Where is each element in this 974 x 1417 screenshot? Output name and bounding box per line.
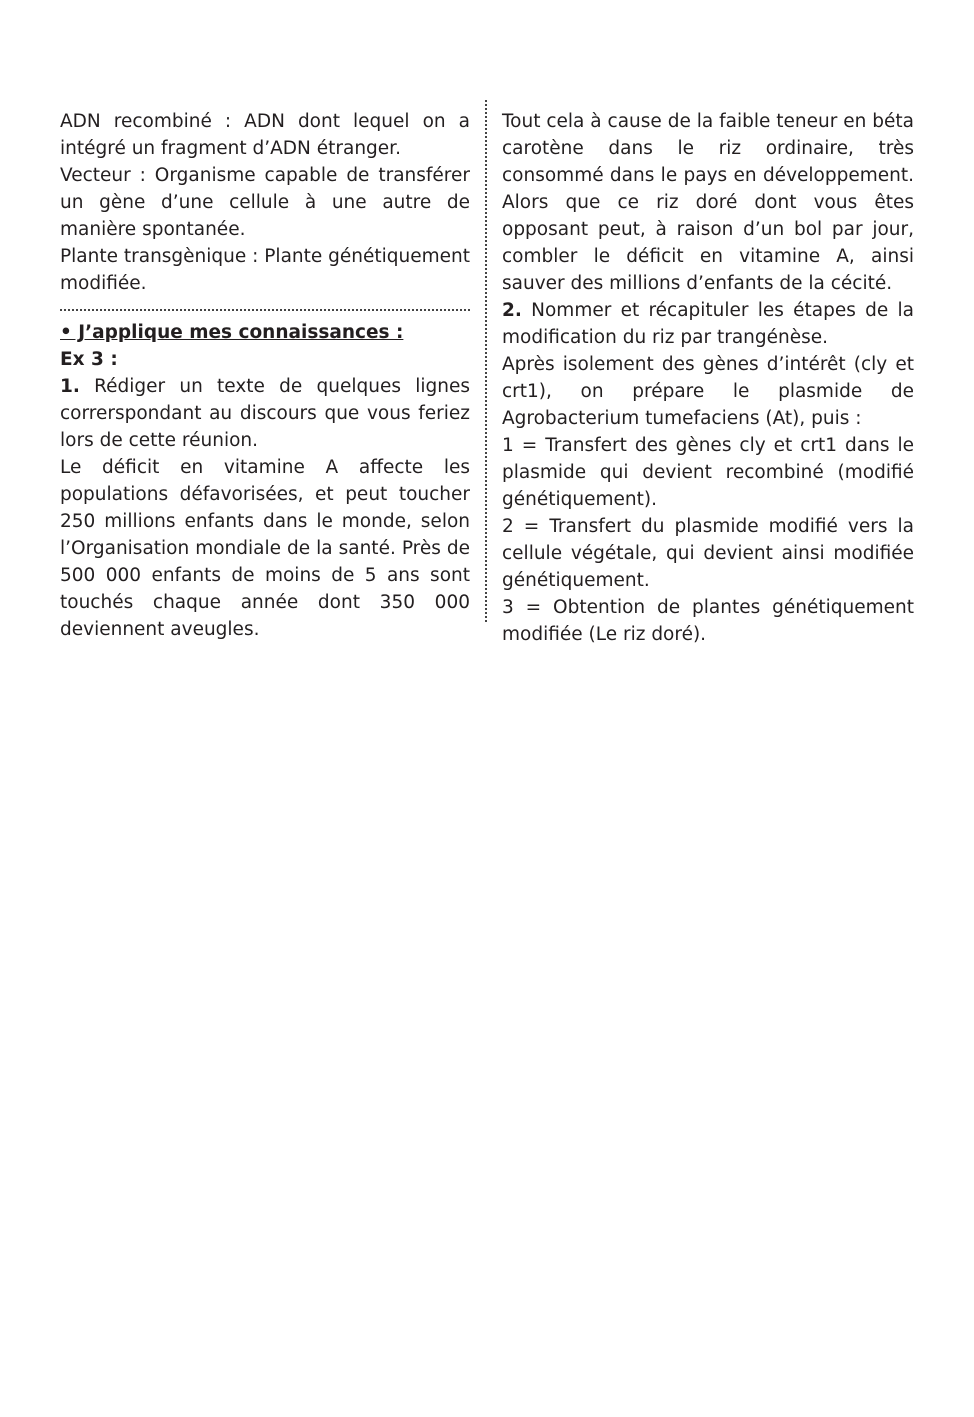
question-1-number: 1. <box>60 376 80 397</box>
section-title: • J’applique mes connaissances : <box>60 322 404 343</box>
definition-vecteur: Vecteur : Organisme capable de transférer un gène d’une cellule à une autre de manière spontanée. <box>60 165 470 240</box>
question-1 <box>60 373 470 454</box>
step-3: 3 = Obtention de plantes génétiquement modifiée (Le riz doré). <box>502 597 914 645</box>
question-2 <box>502 297 914 351</box>
question-2-text: Nommer et récapituler les étapes de la modification du riz par trangénèse. <box>502 300 914 348</box>
question-1-text: Rédiger un texte de quelques lignes correrspondant au discours que vous feriez lors de cette réunion. <box>60 376 470 451</box>
step-1: 1 = Transfert des gènes cly et crt1 dans le plasmide qui devient recombiné (modifié génétiquement). <box>502 435 914 510</box>
left-column <box>60 108 470 643</box>
question-2-number: 2. <box>502 300 522 321</box>
exercise-label: Ex 3 : <box>60 349 118 370</box>
answer-2-intro: Après isolement des gènes d’intérêt (cly et crt1), on prépare le plasmide de Agrobacterium tumefaciens (At), puis : <box>502 354 914 429</box>
column-divider <box>485 100 487 622</box>
right-column <box>502 108 914 648</box>
step-2: 2 = Transfert du plasmide modifié vers la cellule végétale, qui devient ainsi modifiée génétiquement. <box>502 516 914 591</box>
answer-1: Le déficit en vitamine A affecte les populations défavorisées, et peut toucher 250 millions enfants dans le monde, selon l’Organisation mondiale de la santé. Près de 500 000 enfants de moins de 5 ans sont touchés chaque année dont 350 000 deviennent aveugles. <box>60 457 470 640</box>
dotted-separator <box>60 309 470 311</box>
definition-plante-transgenique: Plante transgènique : Plante génétiquement modifiée. <box>60 246 470 294</box>
definition-adn-recombine: ADN recombiné : ADN dont lequel on a intégré un fragment d’ADN étranger. <box>60 111 470 159</box>
answer-1-continued: Tout cela à cause de la faible teneur en béta carotène dans le riz ordinaire, très consommé dans le pays en développement. Alors que ce riz doré dont vous êtes opposant peut, à raison d’un bol par jour, combler le déficit en vitamine A, ainsi sauver des millions d’enfants de la cécité. <box>502 111 914 294</box>
